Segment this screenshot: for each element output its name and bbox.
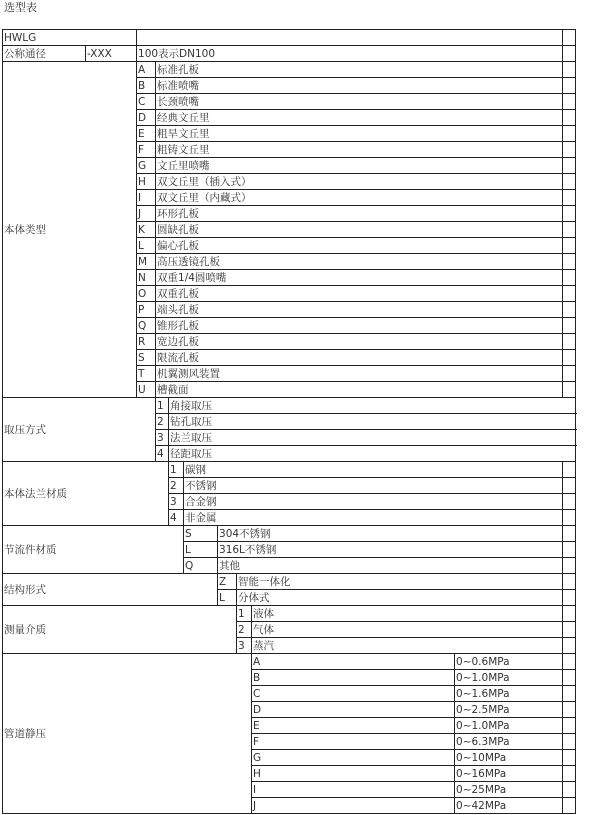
option-name: 分体式 — [237, 590, 563, 606]
empty-cell — [563, 766, 576, 782]
empty-cell — [563, 686, 576, 702]
option-code: F — [252, 734, 455, 750]
option-code: E — [137, 126, 156, 142]
option-code: 3 — [169, 494, 184, 510]
option-code: B — [137, 78, 156, 94]
empty-cell — [563, 110, 576, 126]
option-name: 粗旱文丘里 — [156, 126, 563, 142]
option-name: 非金属 — [184, 510, 563, 526]
empty-cell — [563, 334, 576, 350]
option-code: N — [137, 270, 156, 286]
empty-cell — [563, 174, 576, 190]
option-name: 不锈钢 — [184, 478, 563, 494]
table-row-dn — [3, 46, 576, 62]
dn-desc: 100表示DN100 — [137, 46, 563, 62]
empty-cell — [563, 62, 576, 78]
option-code: T — [137, 366, 156, 382]
empty-cell — [563, 270, 576, 286]
option-name: 0~0.6MPa — [455, 654, 563, 670]
option-code: A — [137, 62, 156, 78]
option-name: 304不锈钢 — [218, 526, 563, 542]
option-code: P — [137, 302, 156, 318]
option-name: 环形孔板 — [156, 206, 563, 222]
option-code: C — [252, 686, 455, 702]
dn-label: 公称通径 — [3, 46, 86, 62]
empty-cell — [563, 126, 576, 142]
option-code: I — [252, 782, 455, 798]
empty-cell — [563, 318, 576, 334]
option-code: Z — [218, 574, 237, 590]
option-name: 宽边孔板 — [156, 334, 563, 350]
option-code: 4 — [156, 446, 169, 462]
table-row-model — [3, 30, 576, 46]
empty-cell — [563, 158, 576, 174]
empty-cell — [563, 462, 576, 478]
empty-cell — [563, 302, 576, 318]
selection-table — [2, 29, 576, 814]
option-code: Q — [184, 558, 218, 574]
option-code: S — [137, 350, 156, 366]
page-title: 选型表 — [4, 1, 37, 14]
option-code: E — [252, 718, 455, 734]
option-code: 3 — [156, 430, 169, 446]
option-name: 机翼测风装置 — [156, 366, 563, 382]
option-code: L — [184, 542, 218, 558]
empty-cell — [563, 350, 576, 366]
option-name: 气体 — [252, 622, 563, 638]
option-code: S — [184, 526, 218, 542]
option-code: 1 — [156, 398, 169, 414]
option-code: B — [252, 670, 455, 686]
option-code: H — [137, 174, 156, 190]
empty-cell — [563, 542, 576, 558]
option-name: 0~42MPa — [455, 798, 563, 814]
table-row — [3, 654, 576, 670]
empty-cell — [563, 526, 576, 542]
option-name: 径距取压 — [169, 446, 576, 462]
option-name: 双重1/4圆喷嘴 — [156, 270, 563, 286]
option-code: M — [137, 254, 156, 270]
empty-cell — [563, 206, 576, 222]
option-name: 0~1.6MPa — [455, 686, 563, 702]
empty-cell — [563, 382, 576, 398]
option-name: 液体 — [252, 606, 563, 622]
static-pressure-label: 管道静压 — [3, 654, 252, 814]
empty-cell — [563, 718, 576, 734]
option-code: U — [137, 382, 156, 398]
option-name: 合金钢 — [184, 494, 563, 510]
option-code: 2 — [237, 622, 252, 638]
option-name: 粗铸文丘里 — [156, 142, 563, 158]
empty-cell — [563, 494, 576, 510]
option-code: G — [252, 750, 455, 766]
option-code: L — [137, 238, 156, 254]
option-name: 长颈喷嘴 — [156, 94, 563, 110]
medium-label: 测量介质 — [3, 606, 237, 654]
option-code: Q — [137, 318, 156, 334]
empty-cell — [563, 798, 576, 814]
option-name: 碳钢 — [184, 462, 563, 478]
option-code: J — [252, 798, 455, 814]
option-name: 标准喷嘴 — [156, 78, 563, 94]
dn-code: -XXX — [86, 46, 137, 62]
empty-cell — [563, 782, 576, 798]
empty-cell — [563, 590, 576, 606]
empty-cell — [563, 558, 576, 574]
option-name: 0~16MPa — [455, 766, 563, 782]
option-name: 0~10MPa — [455, 750, 563, 766]
empty-cell — [563, 606, 576, 622]
option-name: 双文丘里（插入式） — [156, 174, 563, 190]
option-code: I — [137, 190, 156, 206]
body-type-label: 本体类型 — [3, 62, 137, 398]
throttle-material-label: 节流件材质 — [3, 526, 184, 574]
option-name: 0~25MPa — [455, 782, 563, 798]
option-name: 文丘里喷嘴 — [156, 158, 563, 174]
table-row — [3, 606, 576, 622]
table-row — [3, 462, 576, 478]
option-name: 限流孔板 — [156, 350, 563, 366]
empty-cell — [563, 142, 576, 158]
option-name: 双文丘里（内藏式） — [156, 190, 563, 206]
empty-cell — [563, 654, 576, 670]
empty-cell — [563, 638, 576, 654]
option-name: 0~1.0MPa — [455, 670, 563, 686]
option-code: H — [252, 766, 455, 782]
empty-cell — [563, 254, 576, 270]
model-code: HWLG — [3, 30, 137, 46]
option-name: 法兰取压 — [169, 430, 576, 446]
flange-material-label: 本体法兰材质 — [3, 462, 169, 526]
option-code: K — [137, 222, 156, 238]
empty-cell — [563, 510, 576, 526]
empty-cell — [563, 478, 576, 494]
option-name: 角接取压 — [169, 398, 576, 414]
option-name: 其他 — [218, 558, 563, 574]
option-code: J — [137, 206, 156, 222]
table-row — [3, 62, 576, 78]
option-name: 端头孔板 — [156, 302, 563, 318]
option-code: O — [137, 286, 156, 302]
empty-cell — [563, 670, 576, 686]
option-name: 0~2.5MPa — [455, 702, 563, 718]
option-name: 锥形孔板 — [156, 318, 563, 334]
option-name: 双重孔板 — [156, 286, 563, 302]
option-code: 2 — [169, 478, 184, 494]
empty-cell — [563, 286, 576, 302]
table-row — [3, 398, 576, 414]
option-name: 蒸汽 — [252, 638, 563, 654]
option-name: 经典文丘里 — [156, 110, 563, 126]
option-name: 0~1.0MPa — [455, 718, 563, 734]
option-code: 3 — [237, 638, 252, 654]
option-code: G — [137, 158, 156, 174]
empty-cell — [563, 574, 576, 590]
empty-cell — [563, 222, 576, 238]
option-name: 标准孔板 — [156, 62, 563, 78]
empty-cell — [563, 190, 576, 206]
option-code: 4 — [169, 510, 184, 526]
option-name: 钻孔取压 — [169, 414, 576, 430]
option-name: 偏心孔板 — [156, 238, 563, 254]
empty-cell — [563, 622, 576, 638]
table-body — [3, 30, 576, 814]
option-name: 圆缺孔板 — [156, 222, 563, 238]
option-name: 智能一体化 — [237, 574, 563, 590]
option-code: D — [137, 110, 156, 126]
option-code: 1 — [169, 462, 184, 478]
option-code: R — [137, 334, 156, 350]
option-code: 1 — [237, 606, 252, 622]
option-name: 316L不锈钢 — [218, 542, 563, 558]
option-name: 槽截面 — [156, 382, 563, 398]
empty-cell — [563, 750, 576, 766]
empty-cell — [563, 366, 576, 382]
option-name: 0~6.3MPa — [455, 734, 563, 750]
empty-cell — [563, 238, 576, 254]
structure-label: 结构形式 — [3, 574, 218, 606]
pressure-tap-label: 取压方式 — [3, 398, 156, 462]
empty-cell — [563, 702, 576, 718]
option-code: L — [218, 590, 237, 606]
empty-cell — [563, 94, 576, 110]
option-code: C — [137, 94, 156, 110]
option-code: 2 — [156, 414, 169, 430]
option-code: F — [137, 142, 156, 158]
table-row — [3, 526, 576, 542]
option-code: A — [252, 654, 455, 670]
empty-cell — [563, 78, 576, 94]
option-name: 高压透镜孔板 — [156, 254, 563, 270]
option-code: D — [252, 702, 455, 718]
table-row — [3, 574, 576, 590]
empty-cell — [563, 734, 576, 750]
